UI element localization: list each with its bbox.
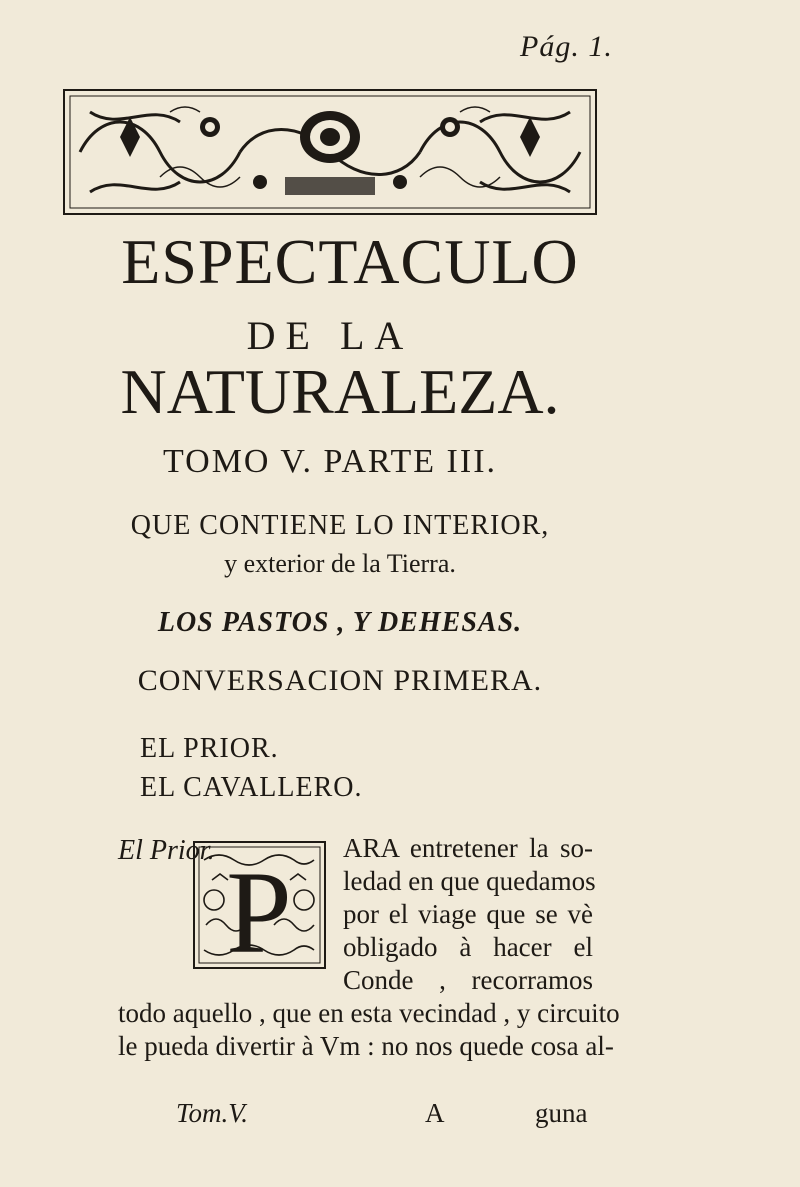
title-subject: NATURALEZA. bbox=[120, 356, 560, 427]
signature-mark: A bbox=[425, 1098, 445, 1128]
volume-mark: Tom.V. bbox=[176, 1098, 249, 1128]
dialogue-line-2: ledad en que quedamos bbox=[343, 866, 596, 896]
page-number: Pág. 1. bbox=[520, 30, 613, 63]
dialogue-line-4: obligado à hacer el bbox=[343, 932, 593, 962]
dialogue-line-7: le pueda divertir à Vm : no nos quede cosa al- bbox=[118, 1031, 614, 1061]
book-title: ESPECTACULO bbox=[121, 226, 579, 297]
contents-line-2: y exterior de la Tierra. bbox=[224, 549, 456, 578]
dialogue-line-1: ARA entretener la so- bbox=[343, 833, 593, 863]
title-connector: DE LA bbox=[246, 313, 414, 358]
drop-cap-letter: P bbox=[226, 847, 292, 970]
dialogue-line-6: todo aquello , que en esta vecindad , y circuito bbox=[118, 998, 620, 1028]
speaker-prior: EL PRIOR. bbox=[140, 733, 279, 764]
section-title: LOS PASTOS , Y DEHESAS. bbox=[157, 607, 523, 638]
header-ornament-icon bbox=[60, 82, 600, 222]
contents-line-1: QUE CONTIENE LO INTERIOR, bbox=[130, 510, 550, 541]
dialogue-line-3: por el viage que se vè bbox=[343, 899, 593, 929]
drop-cap-initial bbox=[192, 840, 327, 970]
catchword: guna bbox=[535, 1098, 588, 1128]
dialogue-speaker-label: El Prior. bbox=[118, 835, 215, 866]
dialogue-line-5: Conde , recorramos bbox=[343, 965, 593, 995]
speaker-cavallero: EL CAVALLERO. bbox=[140, 772, 363, 803]
volume-part: TOMO V. PARTE III. bbox=[162, 443, 498, 480]
conversation-heading: CONVERSACION PRIMERA. bbox=[137, 664, 543, 697]
